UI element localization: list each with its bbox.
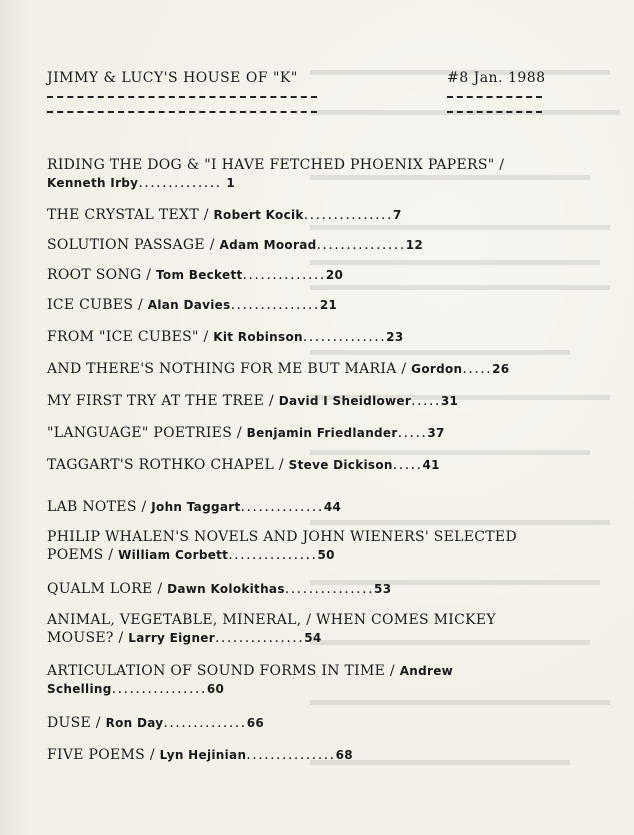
toc-title: THE CRYSTAL TEXT / (47, 207, 209, 223)
dot-leader: ............... (228, 547, 318, 563)
toc-page-number: 53 (374, 582, 392, 596)
toc-entry (47, 611, 567, 647)
toc-page-number: 37 (427, 426, 445, 440)
dot-leader: ..... (397, 425, 428, 441)
toc-page-number: 12 (405, 238, 424, 252)
header-dash-rule-3 (47, 111, 317, 113)
toc-author: Kenneth Irby (47, 176, 139, 190)
header-dash-rule-4 (447, 111, 542, 113)
toc-entry (47, 580, 567, 598)
toc-author: Gordon (411, 362, 463, 376)
toc-title: SOLUTION PASSAGE / (47, 237, 215, 253)
toc-title: TAGGART'S ROTHKO CHAPEL / (47, 457, 284, 473)
toc-author: Steve Dickison (288, 458, 393, 472)
toc-title: QUALM LORE / (47, 581, 163, 597)
toc-entry (47, 424, 567, 442)
dot-leader: .............. (240, 499, 324, 515)
dot-leader: ..... (411, 393, 441, 409)
toc-page-number: 66 (246, 716, 265, 730)
dot-leader: ............... (230, 297, 320, 313)
toc-title-continued: MOUSE? / (47, 630, 124, 646)
dot-leader: ............... (246, 747, 336, 763)
dot-leader: ..... (392, 457, 423, 473)
toc-page-number: 23 (386, 330, 404, 344)
bleed-through-text-decoration (250, 0, 634, 835)
toc-author: Ron Day (105, 716, 164, 730)
toc-entry (47, 498, 567, 516)
toc-entry (47, 662, 567, 698)
dot-leader: ............... (303, 207, 393, 223)
toc-title: ROOT SONG / (47, 267, 152, 283)
toc-author: Larry Eigner (128, 631, 215, 645)
toc-page-number: 54 (304, 631, 322, 645)
toc-entry (47, 156, 567, 192)
toc-entry (47, 528, 567, 564)
toc-page-number: 26 (492, 362, 510, 376)
dot-leader: .............. (242, 267, 326, 283)
toc-page-number: 7 (392, 208, 402, 222)
toc-title: MY FIRST TRY AT THE TREE / (47, 393, 274, 409)
issue-number-date: #8 Jan. 1988 (447, 70, 546, 86)
toc-title: FIVE POEMS / (47, 747, 155, 763)
toc-page-number: 31 (440, 394, 459, 408)
toc-title: AND THERE'S NOTHING FOR ME BUT MARIA / (47, 361, 407, 377)
toc-page-number: 50 (317, 548, 335, 562)
toc-author: Dawn Kolokithas (167, 582, 285, 596)
toc-entry (47, 714, 567, 732)
toc-title: PHILIP WHALEN'S NOVELS AND JOHN WIENERS' SELECTED (47, 529, 517, 545)
toc-entry (47, 392, 567, 410)
toc-page-number: 20 (325, 268, 344, 282)
toc-author: Robert Kocik (213, 208, 304, 222)
header-dash-rule-1 (47, 96, 317, 98)
dot-leader: ............... (316, 237, 406, 253)
toc-page-number: 44 (323, 500, 342, 514)
toc-author: David I Sheidlower (278, 394, 412, 408)
toc-page-number: 68 (335, 748, 353, 762)
header-dash-rule-2 (447, 96, 542, 98)
toc-author: Benjamin Friedlander (246, 426, 398, 440)
toc-author: Tom Beckett (156, 268, 243, 282)
toc-title: "LANGUAGE" POETRIES / (47, 425, 242, 441)
toc-title: ARTICULATION OF SOUND FORMS IN TIME / (47, 663, 395, 679)
toc-entry (47, 746, 567, 764)
toc-author: William Corbett (118, 548, 229, 562)
toc-page-number: 60 (206, 682, 225, 696)
toc-entry (47, 360, 567, 378)
toc-author: Adam Moorad (219, 238, 317, 252)
toc-author-continued: Schelling (47, 682, 112, 696)
toc-title: DUSE / (47, 715, 101, 731)
toc-title: ICE CUBES / (47, 297, 143, 313)
dot-leader: ............... (214, 630, 305, 646)
toc-title: LAB NOTES / (47, 499, 147, 515)
toc-entry (47, 236, 567, 254)
toc-entry (47, 206, 567, 224)
toc-author: Kit Robinson (213, 330, 303, 344)
toc-author: John Taggart (151, 500, 241, 514)
dot-leader: .............. (163, 715, 247, 731)
dot-leader: .............. (302, 329, 387, 345)
dot-leader: ............... (284, 581, 375, 597)
toc-author: Alan Davies (147, 298, 231, 312)
toc-page-number: 41 (422, 458, 440, 472)
toc-entry (47, 456, 567, 474)
toc-title: FROM "ICE CUBES" / (47, 329, 209, 345)
magazine-title: JIMMY & LUCY'S HOUSE OF "K" (47, 70, 298, 86)
toc-title: ANIMAL, VEGETABLE, MINERAL, / WHEN COMES MICKEY (47, 612, 496, 628)
toc-page-number: 21 (319, 298, 338, 312)
dot-leader: ..... (462, 361, 493, 377)
toc-author: Lyn Hejinian (159, 748, 247, 762)
dot-leader: ................ (111, 681, 207, 697)
toc-title: RIDING THE DOG & "I HAVE FETCHED PHOENIX PAPERS" / (47, 157, 505, 173)
toc-title-continued: POEMS / (47, 547, 114, 563)
toc-author: Andrew (399, 664, 454, 678)
toc-page-number: 1 (226, 176, 236, 190)
toc-entry (47, 296, 567, 314)
toc-entry (47, 266, 567, 284)
dot-leader: .............. (138, 175, 222, 191)
toc-entry (47, 328, 567, 346)
